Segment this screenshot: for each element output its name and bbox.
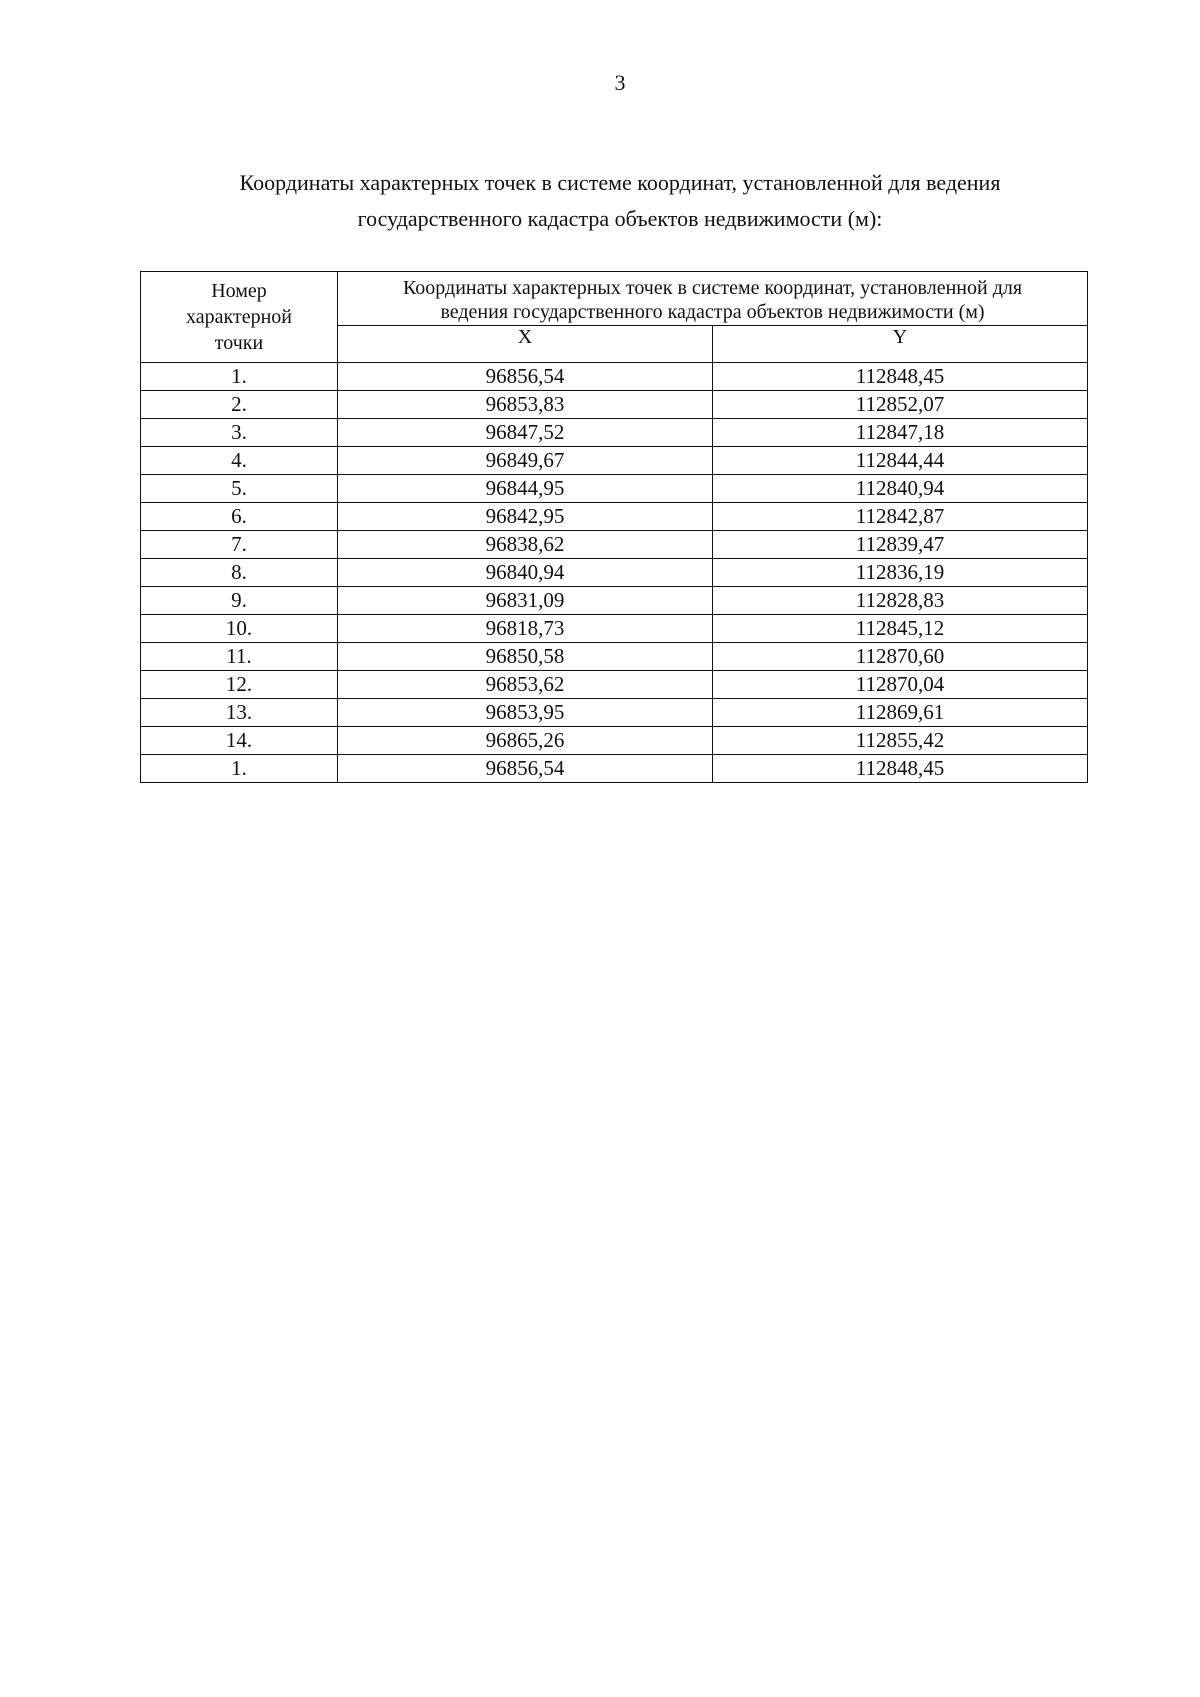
y-coordinate-cell: 112855,42 <box>713 727 1088 755</box>
table-row <box>141 615 1088 643</box>
point-number-cell: 1. <box>141 755 338 783</box>
point-number-header-line-3: точки <box>214 332 264 354</box>
heading-line-2: государственного кадастра объектов недвижимости (м): <box>357 206 883 231</box>
point-number-cell: 6. <box>141 503 338 531</box>
x-coordinate-cell: 96840,94 <box>338 559 713 587</box>
table-row <box>141 755 1088 783</box>
point-number-cell: 8. <box>141 559 338 587</box>
point-number-cell: 13. <box>141 699 338 727</box>
point-number-header-line-1: Номер <box>211 280 267 302</box>
table-row <box>141 587 1088 615</box>
x-coordinate-cell: 96853,83 <box>338 391 713 419</box>
x-column-header: X <box>338 326 713 363</box>
point-number-cell: 3. <box>141 419 338 447</box>
table-row <box>141 391 1088 419</box>
y-column-header: Y <box>713 326 1088 363</box>
x-coordinate-cell: 96842,95 <box>338 503 713 531</box>
point-number-cell: 4. <box>141 447 338 475</box>
y-coordinate-cell: 112848,45 <box>713 363 1088 391</box>
point-number-cell: 2. <box>141 391 338 419</box>
x-coordinate-cell: 96856,54 <box>338 363 713 391</box>
table-header-row <box>141 272 1088 326</box>
y-coordinate-cell: 112852,07 <box>713 391 1088 419</box>
table-row <box>141 447 1088 475</box>
point-number-cell: 7. <box>141 531 338 559</box>
point-number-cell: 9. <box>141 587 338 615</box>
y-coordinate-cell: 112844,44 <box>713 447 1088 475</box>
table-row <box>141 475 1088 503</box>
point-number-cell: 11. <box>141 643 338 671</box>
y-coordinate-cell: 112840,94 <box>713 475 1088 503</box>
point-number-cell: 1. <box>141 363 338 391</box>
y-coordinate-cell: 112839,47 <box>713 531 1088 559</box>
y-coordinate-cell: 112869,61 <box>713 699 1088 727</box>
point-number-cell: 5. <box>141 475 338 503</box>
x-coordinate-cell: 96856,54 <box>338 755 713 783</box>
table-row <box>141 503 1088 531</box>
x-coordinate-cell: 96853,95 <box>338 699 713 727</box>
heading-line-1: Координаты характерных точек в системе координат, установленной для ведения <box>239 170 1001 195</box>
x-coordinate-cell: 96844,95 <box>338 475 713 503</box>
coordinates-group-header-line-2: ведения государственного кадастра объектов недвижимости (м) <box>440 301 985 323</box>
table-row <box>141 419 1088 447</box>
point-number-header <box>141 272 338 363</box>
point-number-cell: 10. <box>141 615 338 643</box>
x-coordinate-cell: 96849,67 <box>338 447 713 475</box>
table-row <box>141 531 1088 559</box>
coordinates-table <box>140 271 1088 783</box>
page-number: 3 <box>614 70 626 95</box>
x-coordinate-cell: 96853,62 <box>338 671 713 699</box>
x-coordinate-cell: 96831,09 <box>338 587 713 615</box>
y-coordinate-cell: 112842,87 <box>713 503 1088 531</box>
point-number-cell: 12. <box>141 671 338 699</box>
y-coordinate-cell: 112847,18 <box>713 419 1088 447</box>
document-heading <box>140 165 1100 237</box>
table-row <box>141 559 1088 587</box>
y-coordinate-cell: 112836,19 <box>713 559 1088 587</box>
table-row <box>141 671 1088 699</box>
table-row <box>141 643 1088 671</box>
y-coordinate-cell: 112828,83 <box>713 587 1088 615</box>
y-coordinate-cell: 112848,45 <box>713 755 1088 783</box>
x-coordinate-cell: 96865,26 <box>338 727 713 755</box>
y-coordinate-cell: 112845,12 <box>713 615 1088 643</box>
point-number-cell: 14. <box>141 727 338 755</box>
y-coordinate-cell: 112870,60 <box>713 643 1088 671</box>
y-coordinate-cell: 112870,04 <box>713 671 1088 699</box>
point-number-header-line-2: характерной <box>186 306 292 328</box>
x-coordinate-cell: 96850,58 <box>338 643 713 671</box>
coordinates-group-header-line-1: Координаты характерных точек в системе координат, установленной для <box>402 277 1023 299</box>
table-row <box>141 363 1088 391</box>
coordinates-group-header <box>338 272 1088 326</box>
x-coordinate-cell: 96847,52 <box>338 419 713 447</box>
table-row <box>141 699 1088 727</box>
table-row <box>141 727 1088 755</box>
x-coordinate-cell: 96818,73 <box>338 615 713 643</box>
x-coordinate-cell: 96838,62 <box>338 531 713 559</box>
